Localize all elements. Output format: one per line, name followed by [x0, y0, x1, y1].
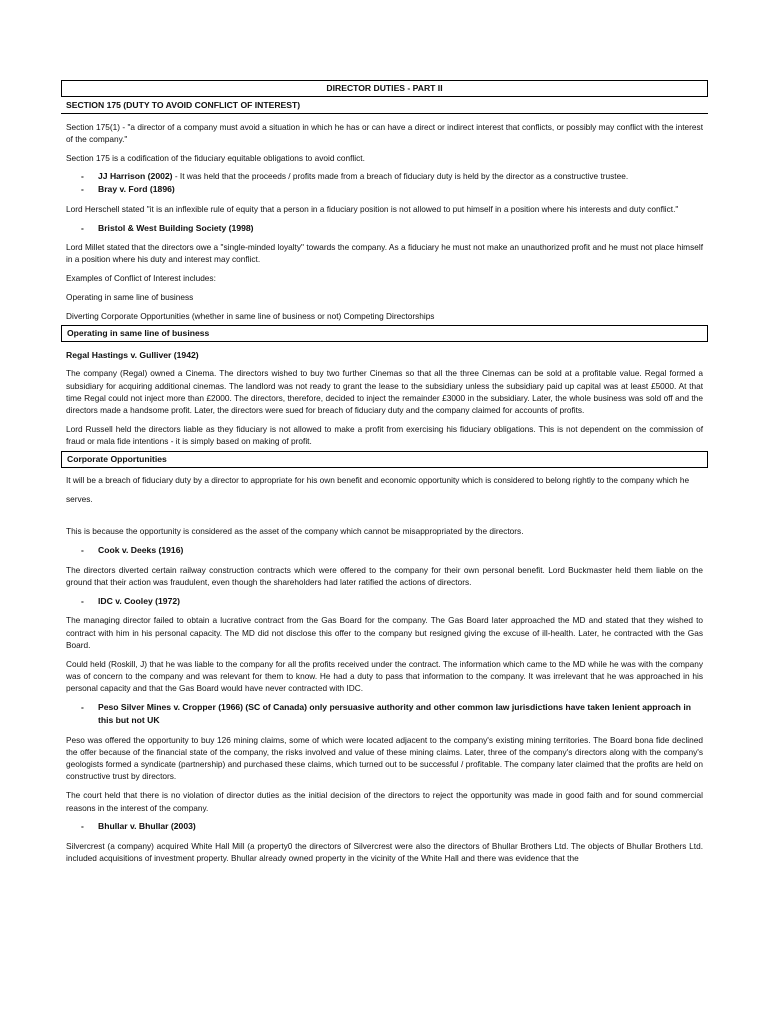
- operating-heading: Operating in same line of business: [61, 325, 708, 342]
- case-idc-v-cooley: [61, 595, 708, 608]
- case-peso-silver: [61, 701, 708, 727]
- case-bristol-west: [61, 222, 708, 235]
- bhullar-facts: Silvercrest (a company) acquired White Hall Mill (a property0 the directors of Silvercrest were also the directors of Bhullar Brothers Ltd. The objects of Bhullar Brothers Ltd. included acquisitions of investment property. Bhullar already owned property in the vicinity of the White Hall and there was evidence that the: [66, 840, 703, 864]
- bullet-dash: -: [81, 171, 84, 182]
- case-name: Cook v. Deeks (1916): [98, 545, 184, 556]
- bullet-dash: -: [81, 821, 84, 832]
- corporate-intro-cont: serves.: [66, 494, 93, 505]
- peso-facts: Peso was offered the opportunity to buy 126 mining claims, some of which were located adjacent to the company's existing mining territories. The Board bona fide declined the offer because of the financial state of the company, the risks involved and value of these mining claims. Later, three of the company's directors along with the company's geologists formed a syndicate (partnership) and purchased these claims, which turned out to be successful / profitable. The company later claimed that the profits are held on constructive trust by directors.: [66, 734, 703, 782]
- document-title: DIRECTOR DUTIES - PART II: [61, 80, 708, 97]
- regal-facts: The company (Regal) owned a Cinema. The directors wished to buy two further Cinemas so that all the three Cinemas can be sold at a profitable value. Regal formed a subsidiary for acquiring additional cinemas. The landlord was not ready to grant the lease to the subsidiary unless the subsidiary paid up capital was at least £5000. At that time Regal could not inject more than £2000. The directors, therefore, decided to inject the remainder £3000 in the subsidiary. Later, the whole business was sold off and the directors made a handsome profit. Later, the directors were sued for breach of fiduciary duty and the company claimed for accounts of profits.: [66, 368, 703, 416]
- cook-facts: The directors diverted certain railway construction contracts which were offered to the company for their own personal benefit. Lord Buckmaster held them liable on the ground that their action was fraudulent, even though the shareholders had later ratified the actions of directors.: [66, 564, 703, 587]
- example-diverting: Diverting Corporate Opportunities (whether in same line of business or not) Competing Directorships: [66, 310, 435, 321]
- corporate-intro: It will be a breach of fiduciary duty by a director to appropriate for his own benefit and economic opportunity which is considered to belong rightly to the company which he: [66, 475, 690, 486]
- bullet-dash: -: [81, 702, 84, 713]
- case-summary: - It was held that the proceeds / profits made from a breach of fiduciary duty is held by the director as a constructive trustee.: [172, 171, 629, 182]
- idc-facts: The managing director failed to obtain a lucrative contract from the Gas Board for the company. The Gas Board later approached the MD and stated that they wished to contract with him in his personal capacity. The MD did not disclose this offer to the company but resigned giving the excuse of ill-health. Later, he contracted with the Gas Board.: [66, 615, 703, 650]
- bullet-dash: -: [81, 222, 84, 233]
- corporate-heading: Corporate Opportunities: [61, 451, 708, 468]
- millet-paragraph: Lord Millet stated that the directors owe a "single-minded loyalty" towards the company. As a fiduciary he must not make an unauthorized profit and he must not place himself in a position where his duty and interest may conflict.: [66, 242, 703, 265]
- regal-held: Lord Russell held the directors liable as they fiduciary is not allowed to make a profit from exercising his fiduciary obligations. This is not dependent on the commission of fraud or mala fide intentions - it is simply based on making of profit.: [66, 424, 703, 447]
- peso-held: The court held that there is no violation of director duties as the initial decision of the directors to reject the opportunity was made in good faith and for sound commercial reasons in the interest of the company.: [66, 790, 703, 813]
- case-name: JJ Harrison (2002): [98, 171, 173, 182]
- section-175-heading: SECTION 175 (DUTY TO AVOID CONFLICT OF INTEREST): [61, 97, 708, 114]
- case-name: Bray v. Ford (1896): [98, 184, 175, 195]
- section-175-codification: Section 175 is a codification of the fiduciary equitable obligations to avoid conflict.: [66, 152, 365, 163]
- case-jj-harrison: [61, 170, 708, 183]
- corporate-asset: This is because the opportunity is considered as the asset of the company which cannot be misappropriated by the directors.: [66, 526, 524, 537]
- case-name: IDC v. Cooley (1972): [98, 595, 180, 606]
- example-same-business: Operating in same line of business: [66, 292, 194, 303]
- herschell-paragraph: Lord Herschell stated "it is an inflexible rule of equity that a person in a fiduciary position is not allowed to put himself in a position where his interests and duty conflict.": [66, 203, 679, 214]
- document-page: [61, 80, 708, 864]
- case-bhullar: [61, 820, 708, 833]
- bullet-dash: -: [81, 595, 84, 606]
- regal-hastings-title: Regal Hastings v. Gulliver (1942): [66, 349, 199, 360]
- section-175-quote: Section 175(1) - "a director of a company must avoid a situation in which he has or can have a direct or indirect interest that conflicts, or possibly may conflict with the interest of the company.": [66, 121, 703, 144]
- examples-intro: Examples of Conflict of Interest includes:: [66, 273, 216, 284]
- case-cook-v-deeks: [61, 544, 708, 557]
- case-bray-v-ford: [61, 183, 708, 196]
- bullet-dash: -: [81, 184, 84, 195]
- case-name: Bristol & West Building Society (1998): [98, 222, 254, 233]
- case-name: Bhullar v. Bhullar (2003): [98, 821, 196, 832]
- case-name: Peso Silver Mines v. Cropper (1966) (SC of Canada) only persuasive authority and other common law jurisdictions have taken lenient approach in this but not UK: [98, 702, 691, 726]
- idc-held: Could held (Roskill, J) that he was liable to the company for all the profits received under the contract. The information which came to the MD while he was with the company was of concern to the company and was relevant for them to know. He had a duty to pass that information to the company. It was irrelevant that he was approached in his personal capacity and that the Gas Board would have never contracted with IDC.: [66, 658, 703, 694]
- bullet-dash: -: [81, 545, 84, 556]
